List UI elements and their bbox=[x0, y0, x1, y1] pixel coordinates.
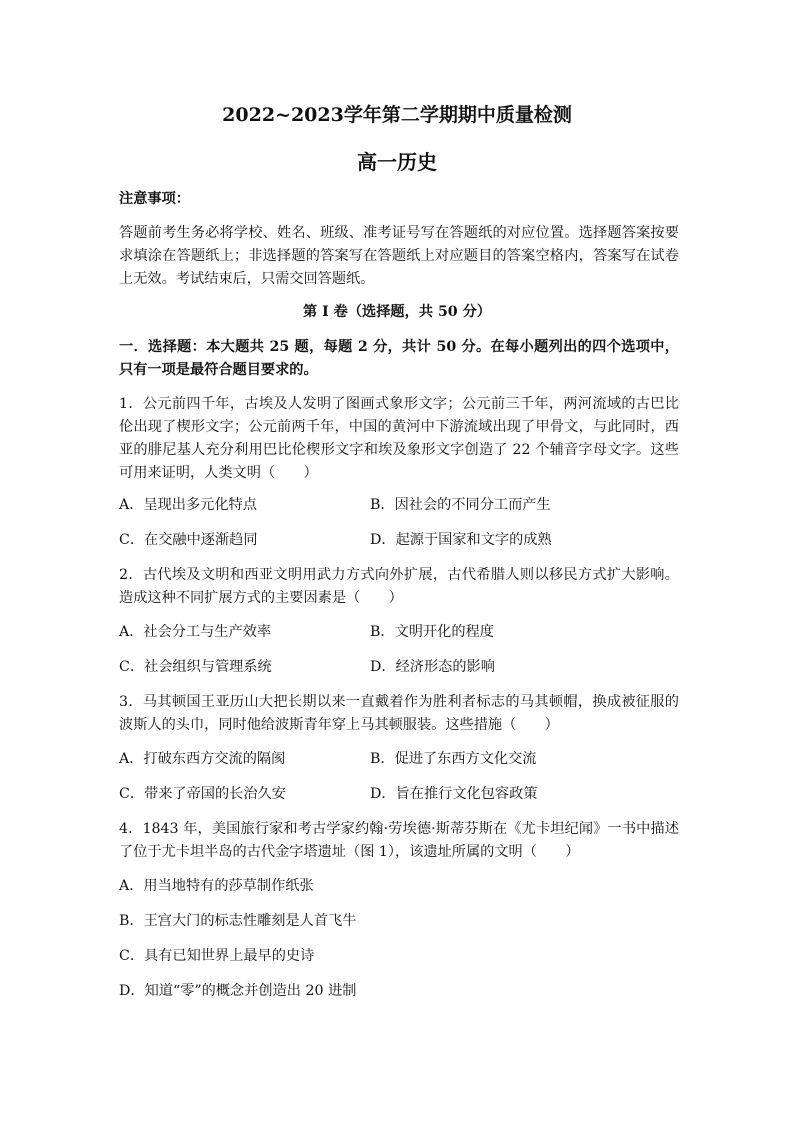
question-1-option-a[interactable]: A．呈现出多元化特点 bbox=[119, 497, 257, 513]
question-1-option-c[interactable]: C．在交融中逐渐趋同 bbox=[119, 532, 258, 548]
question-4-stem: 4．1843 年，美国旅行家和考古学家约翰·劳埃德·斯蒂芬斯在《尤卡坦纪闻》一书中描述了位于尤卡坦半岛的古代金字塔遗址（图 1），该遗址所属的文明（ ） bbox=[119, 821, 679, 860]
notice-heading: 注意事项： bbox=[119, 191, 190, 207]
question-4-option-a[interactable]: A．用当地特有的莎草制作纸张 bbox=[119, 878, 314, 894]
question-3-option-a[interactable]: A．打破东西方交流的隔阂 bbox=[119, 751, 286, 767]
question-3-option-c[interactable]: C．带来了帝国的长治久安 bbox=[119, 786, 286, 802]
question-2-stem: 2．古代埃及文明和西亚文明用武力方式向外扩展，古代希腊人则以移民方式扩大影响。造成这种不同扩展方式的主要因素是（ ） bbox=[119, 567, 679, 606]
section-instruction: 一．选择题：本大题共 25 题，每题 2 分，共计 50 分。在每小题列出的四个选项中，只有一项是最符合题目要求的。 bbox=[119, 339, 679, 378]
question-4-option-b[interactable]: B．王宫大门的标志性雕刻是人首飞牛 bbox=[119, 913, 357, 929]
question-3-stem: 3．马其顿国王亚历山大把长期以来一直戴着作为胜利者标志的马其顿帽，换成被征服的波斯人的头巾，同时他给波斯青年穿上马其顿服装。这些措施（ ） bbox=[119, 694, 679, 733]
question-2-option-d[interactable]: D．经济形态的影响 bbox=[370, 659, 495, 675]
question-1-option-d[interactable]: D．起源于国家和文字的成熟 bbox=[370, 532, 552, 548]
question-4-option-d[interactable]: D．知道“零”的概念并创造出 20 进制 bbox=[119, 983, 357, 999]
question-2-option-c[interactable]: C．社会组织与管理系统 bbox=[119, 659, 272, 675]
notice-body: 答题前考生务必将学校、姓名、班级、准考证号写在答题纸的对应位置。选择题答案按要求填涂在答题纸上；非选择题的答案写在答题纸上对应题目的答案空格内，答案写在试卷上无效。考试结束后，只需交回答题纸。 bbox=[119, 225, 679, 287]
section-title: 第 I 卷（选择题，共 50 分） bbox=[302, 304, 491, 320]
question-1-option-b[interactable]: B．因社会的不同分工而产生 bbox=[370, 497, 551, 513]
exam-title: 2022~2023学年第二学期期中质量检测 bbox=[222, 104, 572, 126]
question-3-option-d[interactable]: D．旨在推行文化包容政策 bbox=[370, 786, 538, 802]
question-4-option-c[interactable]: C．具有已知世界上最早的史诗 bbox=[119, 948, 315, 964]
question-2-option-b[interactable]: B．文明开化的程度 bbox=[370, 624, 494, 640]
question-3-option-b[interactable]: B．促进了东西方文化交流 bbox=[370, 751, 537, 767]
question-1-stem: 1．公元前四千年，古埃及人发明了图画式象形文字；公元前三千年，两河流域的古巴比伦出现了楔形文字；公元前两千年，中国的黄河中下游流域出现了甲骨文，与此同时，西亚的腓尼基人充分利用巴比伦楔形文字和埃及象形文字创造了 22 个辅音字母文字。这些可用来证明，人类文明（ ） bbox=[119, 396, 679, 481]
question-2-option-a[interactable]: A．社会分工与生产效率 bbox=[119, 624, 272, 640]
subject-title: 高一历史 bbox=[357, 150, 437, 174]
